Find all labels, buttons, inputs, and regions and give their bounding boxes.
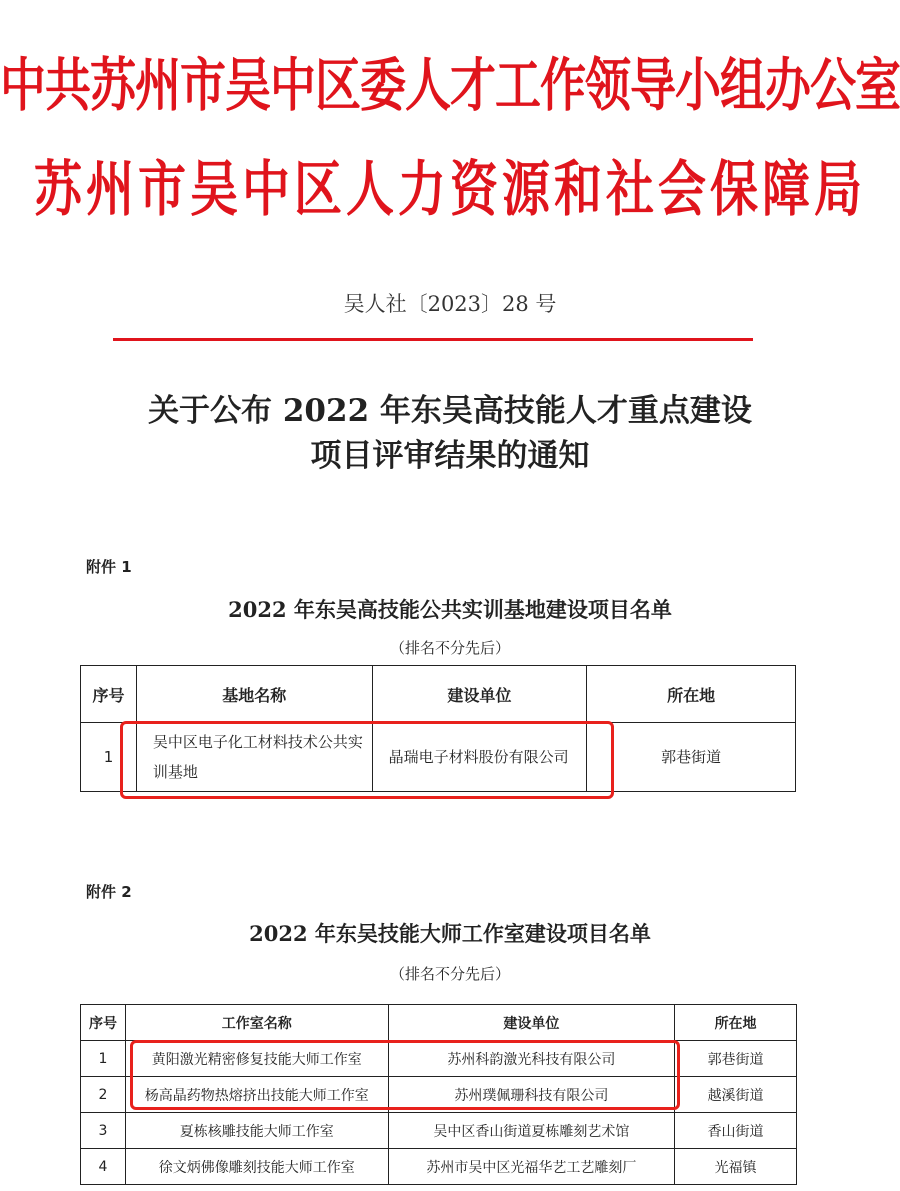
- row-name: 黄阳激光精密修复技能大师工作室: [125, 1041, 388, 1077]
- highlight-box-attachment1: [120, 721, 614, 799]
- row-location: 光福镇: [675, 1149, 797, 1185]
- row-unit: 苏州璞佩珊科技有限公司: [388, 1077, 675, 1113]
- row-location: 郭巷街道: [587, 723, 796, 792]
- row-name: 吴中区电子化工材料技术公共实训基地: [136, 723, 372, 792]
- issuing-org-line2: 苏州市吴中区人力资源和社会保障局: [33, 155, 866, 226]
- row-unit: 苏州市吴中区光福华艺工艺雕刻厂: [388, 1149, 675, 1185]
- attachment1-label: 附件 1: [86, 558, 132, 576]
- row-name: 徐文炳佛像雕刻技能大师工作室: [125, 1149, 388, 1185]
- row-unit: 吴中区香山街道夏栋雕刻艺术馆: [388, 1113, 675, 1149]
- row-name: 杨高晶药物热熔挤出技能大师工作室: [125, 1077, 388, 1113]
- table-row: [81, 1149, 797, 1185]
- row-unit: 苏州科韵激光科技有限公司: [388, 1041, 675, 1077]
- column-header-location: 所在地: [675, 1005, 797, 1041]
- column-header-name: 工作室名称: [125, 1005, 388, 1041]
- column-header-unit: 建设单位: [372, 666, 587, 723]
- notice-title-line1: 关于公布 2022 年东吴高技能人才重点建设: [148, 393, 752, 429]
- attachment1-note: （排名不分先后）: [389, 639, 510, 657]
- attachment2-note: （排名不分先后）: [389, 965, 510, 983]
- row-no: 2: [81, 1077, 126, 1113]
- attachment1-title: 2022 年东吴高技能公共实训基地建设项目名单: [228, 597, 672, 622]
- row-no: 1: [81, 723, 137, 792]
- row-location: 香山街道: [675, 1113, 797, 1149]
- red-divider-line: [113, 338, 753, 341]
- notice-title-line2: 项目评审结果的通知: [310, 438, 590, 474]
- document-number: 吴人社〔2023〕28 号: [343, 292, 557, 316]
- column-header-no: 序号: [81, 1005, 126, 1041]
- highlight-box-attachment2: [130, 1040, 680, 1110]
- attachment2-title: 2022 年东吴技能大师工作室建设项目名单: [249, 921, 651, 946]
- row-no: 3: [81, 1113, 126, 1149]
- row-no: 4: [81, 1149, 126, 1185]
- column-header-location: 所在地: [587, 666, 796, 723]
- column-header-unit: 建设单位: [388, 1005, 675, 1041]
- row-location: 郭巷街道: [675, 1041, 797, 1077]
- row-unit: 晶瑞电子材料股份有限公司: [372, 723, 587, 792]
- row-no: 1: [81, 1041, 126, 1077]
- row-location: 越溪街道: [675, 1077, 797, 1113]
- attachment2-label: 附件 2: [86, 883, 132, 901]
- column-header-no: 序号: [81, 666, 137, 723]
- column-header-name: 基地名称: [136, 666, 372, 723]
- table-row: [81, 1113, 797, 1149]
- table-header-row: [81, 1005, 797, 1041]
- issuing-org-line1: 中共苏州市吴中区委人才工作领导小组办公室: [0, 51, 900, 119]
- row-name: 夏栋核雕技能大师工作室: [125, 1113, 388, 1149]
- table-header-row: [81, 666, 796, 723]
